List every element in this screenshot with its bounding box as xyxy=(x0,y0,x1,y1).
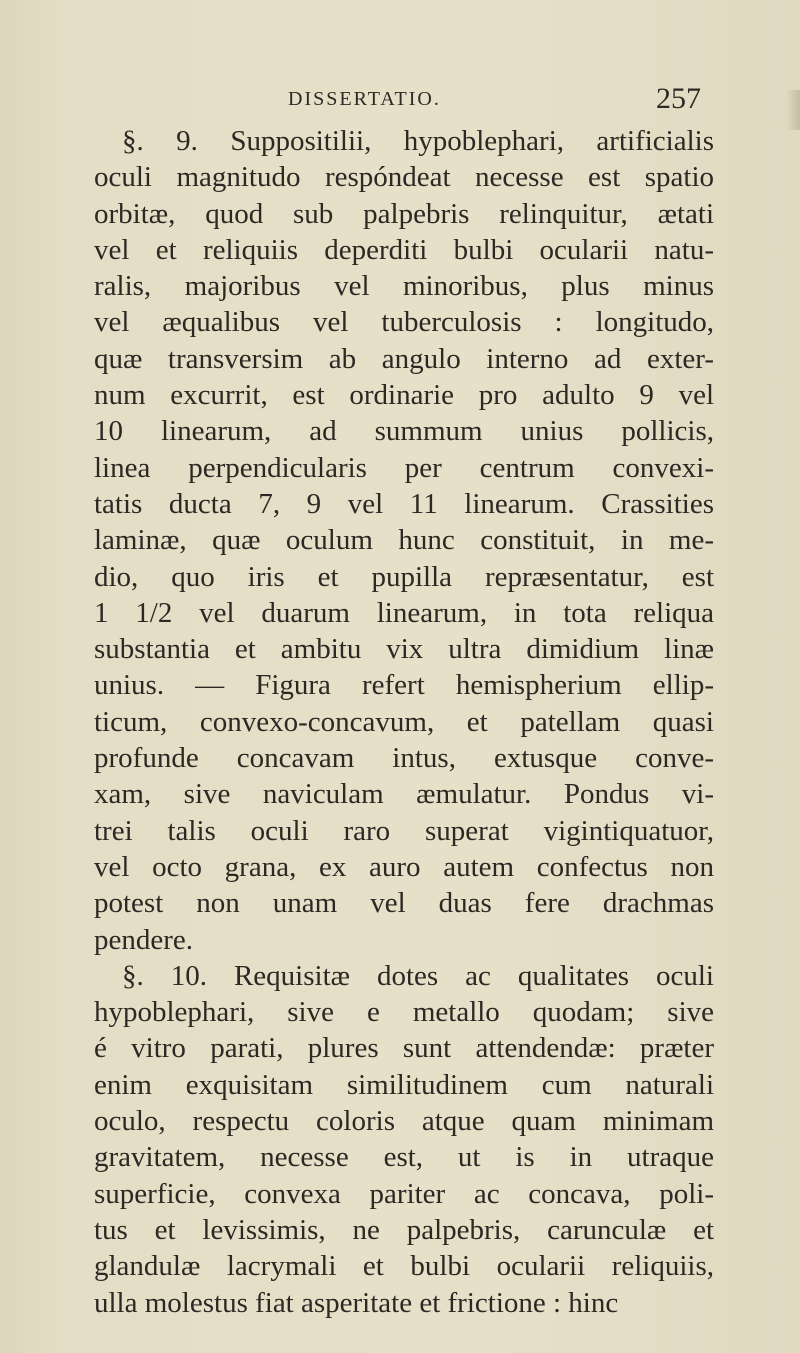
page-header xyxy=(0,82,800,120)
body-text xyxy=(94,123,714,1321)
text-line: oculo, respectu coloris atque quam minimam xyxy=(94,1105,714,1138)
text-line: quæ transversim ab angulo interno ad exter- xyxy=(94,342,714,375)
page-edge-shadow xyxy=(786,90,800,130)
text-line: dio, quo iris et pupilla repræsentatur, est xyxy=(94,560,714,593)
text-line: profunde concavam intus, extusque conve- xyxy=(94,742,714,775)
text-line: xam, sive naviculam æmulatur. Pondus vi- xyxy=(94,778,714,811)
text-line: hypoblephari, sive e metallo quodam; sive xyxy=(94,996,714,1029)
text-line: unius. — Figura refert hemispherium ellip- xyxy=(94,669,714,702)
text-line: ticum, convexo-concavum, et patellam quasi xyxy=(94,705,714,738)
text-line: superficie, convexa pariter ac concava, poli- xyxy=(94,1177,714,1210)
text-line: linea perpendicularis per centrum convexi- xyxy=(94,451,714,484)
text-line: vel æqualibus vel tuberculosis : longitudo, xyxy=(94,306,714,339)
text-line: orbitæ, quod sub palpebris relinquitur, ætati xyxy=(94,197,714,230)
text-line: trei talis oculi raro superat vigintiquatuor, xyxy=(94,814,714,847)
text-line: potest non unam vel duas fere drachmas xyxy=(94,887,714,920)
running-title: DISSERTATIO. xyxy=(288,88,441,110)
text-line: vel et reliquiis deperditi bulbi ocularii natu- xyxy=(94,233,714,266)
text-line: enim exquisitam similitudinem cum naturali xyxy=(94,1068,714,1101)
text-line: tatis ducta 7, 9 vel 11 linearum. Crassities xyxy=(94,487,714,520)
text-line: vel octo grana, ex auro autem confectus non xyxy=(94,850,714,883)
text-line: oculi magnitudo respóndeat necesse est spatio xyxy=(94,161,714,194)
text-line: tus et levissimis, ne palpebris, carunculæ et xyxy=(94,1213,714,1246)
text-line: laminæ, quæ oculum hunc constituit, in me- xyxy=(94,524,714,557)
text-line: ulla molestus fiat asperitate et frictione : hinc xyxy=(94,1286,619,1319)
text-line: pendere. xyxy=(94,923,194,956)
text-line: num excurrit, est ordinarie pro adulto 9 vel xyxy=(94,379,714,412)
text-line: substantia et ambitu vix ultra dimidium linæ xyxy=(94,633,714,666)
page-number: 257 xyxy=(656,82,701,115)
text-line: 1 1/2 vel duarum linearum, in tota reliqua xyxy=(94,596,714,629)
text-line: ralis, majoribus vel minoribus, plus minus xyxy=(94,270,714,303)
text-line: §. 10. Requisitæ dotes ac qualitates oculi xyxy=(122,959,714,992)
text-line: 10 linearum, ad summum unius pollicis, xyxy=(94,415,714,448)
text-line: §. 9. Suppositilii, hypoblephari, artificialis xyxy=(122,125,714,157)
text-line: glandulæ lacrymali et bulbi ocularii reliquiis, xyxy=(94,1250,714,1283)
text-line: é vitro parati, plures sunt attendendæ: præter xyxy=(94,1032,714,1065)
text-line: gravitatem, necesse est, ut is in utraque xyxy=(94,1141,714,1174)
